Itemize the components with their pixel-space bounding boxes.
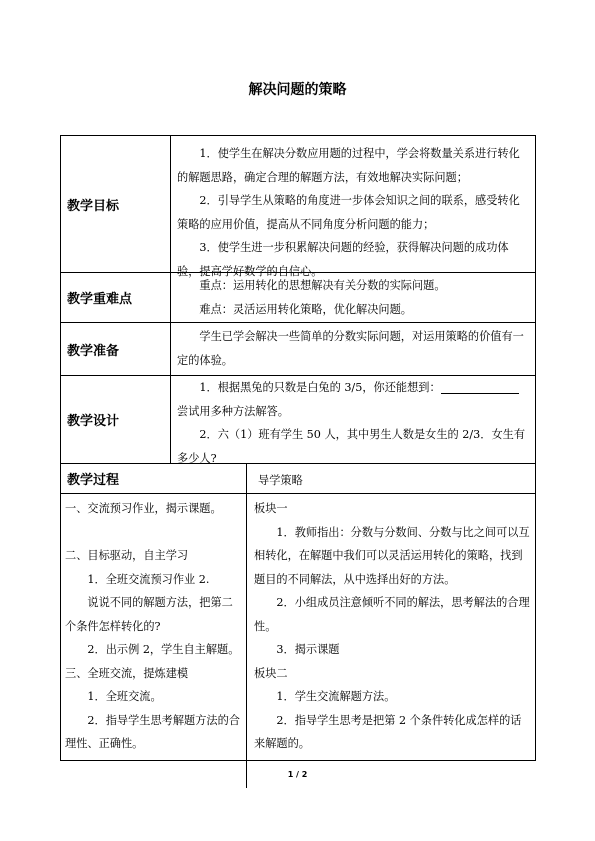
step-2-2: 2．出示例 2，学生自主解题。 [87, 643, 240, 656]
label-process: 教学过程 [61, 464, 247, 493]
strategy-4: 1．学生交流解题方法。 [276, 690, 396, 703]
design-question-1 [177, 376, 529, 400]
step-2-1-detail: 说说不同的解题方法，把第二个条件怎样转化的? [65, 596, 233, 633]
goal-2: 2．引导学生从策略的角度进一步体会知识之间的联系，感受转化策略的应用价值，提高从不同角度分析问题的能力； [177, 194, 520, 231]
preparation-text: 学生已学会解决一些简单的分数实际问题，对运用策略的价值有一定的体验。 [177, 330, 524, 367]
goal-1: 1．使学生在解决分数应用题的过程中，学会将数量关系进行转化的解题思路，确定合理的解题方法，有效地解决实际问题； [177, 147, 520, 184]
goal-3: 3．使学生进一步积累解决问题的经验，获得解决问题的成功体验，提高学好数学的自信心。 [177, 241, 509, 278]
process-steps [61, 494, 247, 788]
keypoint-difficulty: 难点：灵活运用转化策略，优化解决问题。 [199, 302, 412, 316]
row-goals [61, 136, 535, 278]
content-keypoints [171, 273, 535, 322]
step-1: 一、交流预习作业，揭示课题。 [65, 502, 222, 515]
label-goals: 教学目标 [61, 136, 171, 272]
strategy-header: 导学策略 [258, 474, 303, 487]
process-header [61, 464, 535, 494]
content-preparation [171, 323, 535, 375]
row-keypoints [61, 273, 535, 323]
design-question-1-cont: 尝试用多种方法解答。 [177, 404, 289, 418]
process-section [61, 464, 535, 760]
strategy-2: 2．小组成员注意倾听不同的解法，思考解法的合理性。 [254, 596, 530, 633]
label-design: 教学设计 [61, 376, 171, 463]
page-title: 解决问题的策略 [248, 82, 347, 98]
block-2-title: 板块二 [254, 666, 288, 680]
keypoint-focus: 重点：运用转化的思想解决有关分数的实际问题。 [199, 279, 446, 292]
strategy-1: 1．教师指出：分数与分数间、分数与比之间可以互相转化，在解题中我们可以灵活运用转化的策略，找到题目的不同解法，从中选择出好的方法。 [254, 525, 530, 586]
content-goals [171, 136, 535, 278]
label-keypoints: 教学重难点 [61, 273, 171, 322]
content-design [171, 376, 535, 463]
design-question-2: 2．六（1）班有学生 50 人，其中男生人数是女生的 2/3．女生有多少人? [177, 428, 526, 465]
step-3: 三、全班交流，提炼建模 [65, 666, 189, 680]
strategy-5: 2．指导学生思考是把第 2 个条件转化成怎样的话来解题的。 [254, 713, 522, 750]
row-preparation [61, 323, 535, 376]
design-q1-text: 1．根据黑兔的只数是白兔的 3/5，你还能想到： [199, 381, 441, 394]
step-2: 二、目标驱动，自主学习 [65, 549, 189, 562]
row-design [61, 376, 535, 464]
lesson-plan-table [60, 135, 536, 761]
step-2-1: 1．全班交流预习作业 2. [87, 572, 210, 586]
step-3-2: 2．指导学生思考解题方法的合理性、正确性。 [65, 713, 240, 750]
strategy-3: 3．揭示课题 [276, 643, 340, 656]
step-3-1: 1．全班交流。 [87, 690, 162, 703]
label-preparation: 教学准备 [61, 323, 171, 375]
answer-blank [441, 379, 519, 394]
page-number: 1 / 2 [287, 770, 308, 779]
step-spacer [65, 521, 244, 545]
strategy-content [247, 494, 535, 788]
block-1-title: 板块一 [254, 502, 288, 515]
